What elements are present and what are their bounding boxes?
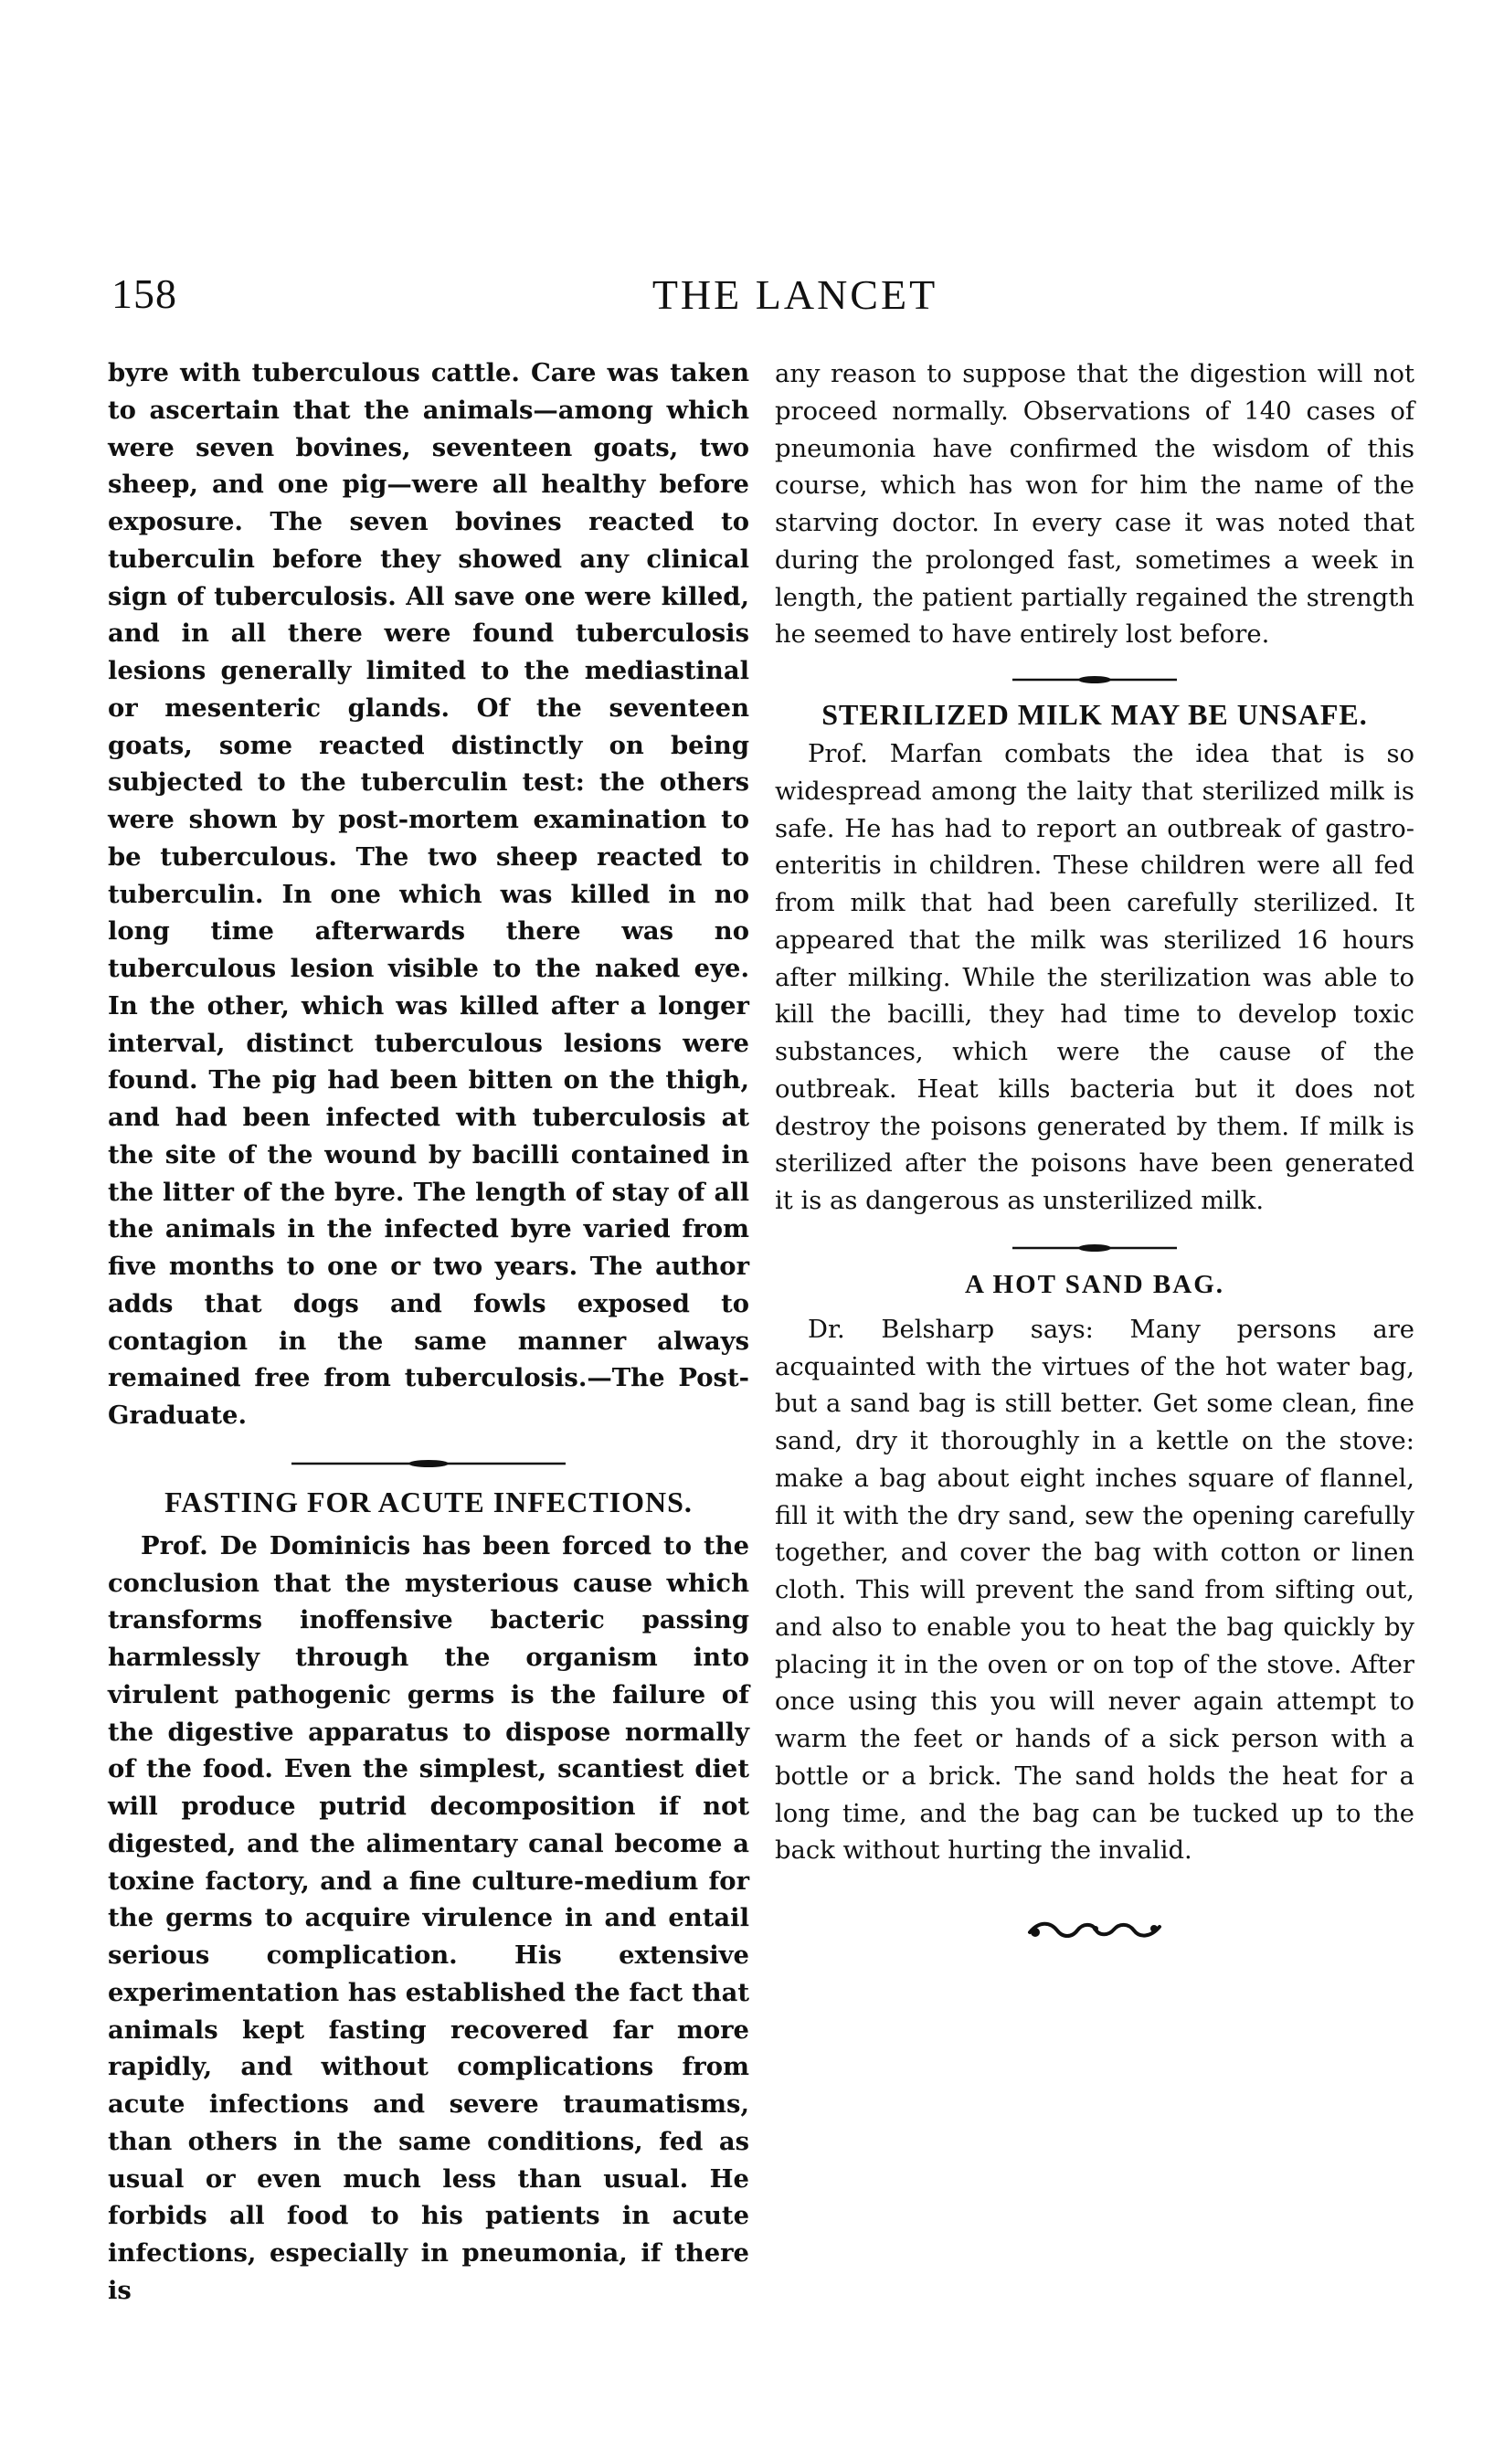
article-fasting-continued: any reason to suppose that the digestion will not proceed normally. Observations of 140 cases of pneumonia have confirmed the wisdom of this course, which has won for him the name of the starving doctor. In every case it was noted that during the prolonged fast, sometimes a week in length, the patient partially regained the strength he seemed to have entirely lost before. <box>775 360 1414 650</box>
section-divider-icon <box>291 1458 566 1469</box>
end-ornament-icon <box>1026 1918 1163 1941</box>
journal-title: THE LANCET <box>651 271 938 318</box>
section-divider-icon <box>1012 1243 1177 1253</box>
article-fasting: Prof. De Dominicis has been forced to the conclusion that the mysterious cause which transforms inoffensive bacteric passing harmlessly through the organism into virulent pathogenic germs is the failure of the digestive apparatus to dispose normally of the food. Even the simplest, scantiest diet will produce putrid decomposition if not digested, and the alimentary canal become a toxine factory, and a fine culture-medium for the germs to acquire virulence in and entail serious complication. His extensive experimentation has established the fact that animals kept fasting recovered far more rapidly, and without complications from acute infections and severe traumatisms, than others in the same conditions, fed as usual or even much less than usual. He forbids all food to his patients in acute infections, especially in pneumonia, if there is <box>108 1530 749 2305</box>
right-column <box>775 356 1414 1941</box>
article-tuberculosis-continued: byre with tuberculous cattle. Care was taken to ascertain that the animals—among which were seven bovines, seventeen goats, two sheep, and one pig—were all healthy before exposure. The seven bovines reacted to tuberculin before they showed any clinical sign of tuberculosis. All save one were killed, and in all there were found tuberculosis lesions generally limited to the mediastinal or mesenteric glands. Of the seventeen goats, some reacted distinctly on being subjected to the tuberculin test: the others were shown by post-mortem examination to be tuberculous. The two sheep reacted to tuberculin. In one which was killed in no long time afterwards there was no tuberculous lesion visible to the naked eye. In the other, which was killed after a longer interval, distinct tuberculous lesions were found. The pig had been bitten on the thigh, and had been infected with tuberculosis at the site of the wound by bacilli contained in the litter of the byre. The length of stay of all the animals in the infected byre varied from five months to one or two years. The author adds that dogs and fowls exposed to contagion in the same manner always remained free from tuberculosis.—The Post-Graduate. <box>108 358 749 1430</box>
article-sterilized-milk: Prof. Marfan combats the idea that is so widespread among the laity that sterilized milk is safe. He has had to report an outbreak of gastro-enteritis in children. These children were all fed from milk that had been carefully sterilized. It appeared that the milk was sterilized 16 hours after milking. While the sterilization was able to kill the bacilli, they had time to develop toxic substances, which were the cause of the outbreak. Heat kills bacteria but it does not destroy the poisons generated by them. If milk is sterilized after the poisons have been generated it is as dangerous as unsterilized milk. <box>775 740 1414 1215</box>
left-column <box>108 354 749 2310</box>
heading-fasting: FASTING FOR ACUTE INFECTIONS. <box>164 1485 693 1518</box>
article-hot-sand-bag: Dr. Belsharp says: Many persons are acquainted with the virtues of the hot water bag, but a sand bag is still better. Get some clean, fine sand, dry it thoroughly in a kettle on the stove: make a bag about eight inches square of flannel, fill it with the dry sand, sew the opening carefully together, and cover the bag with cotton or linen cloth. This will prevent the sand from sifting out, and also to enable you to heat the bag quickly by placing it in the oven or on top of the stove. After once using this you will never again attempt to warm the feet or hands of a sick person with a bottle or a brick. The sand holds the heat for a long time, and the bag can be tucked up to the back without hurting the invalid. <box>775 1315 1414 1866</box>
section-divider-icon <box>1012 674 1177 685</box>
heading-hot-sand-bag: A HOT SAND BAG. <box>964 1269 1225 1299</box>
page-number: 158 <box>111 270 177 317</box>
heading-sterilized-milk: STERILIZED MILK MAY BE UNSAFE. <box>821 698 1368 731</box>
